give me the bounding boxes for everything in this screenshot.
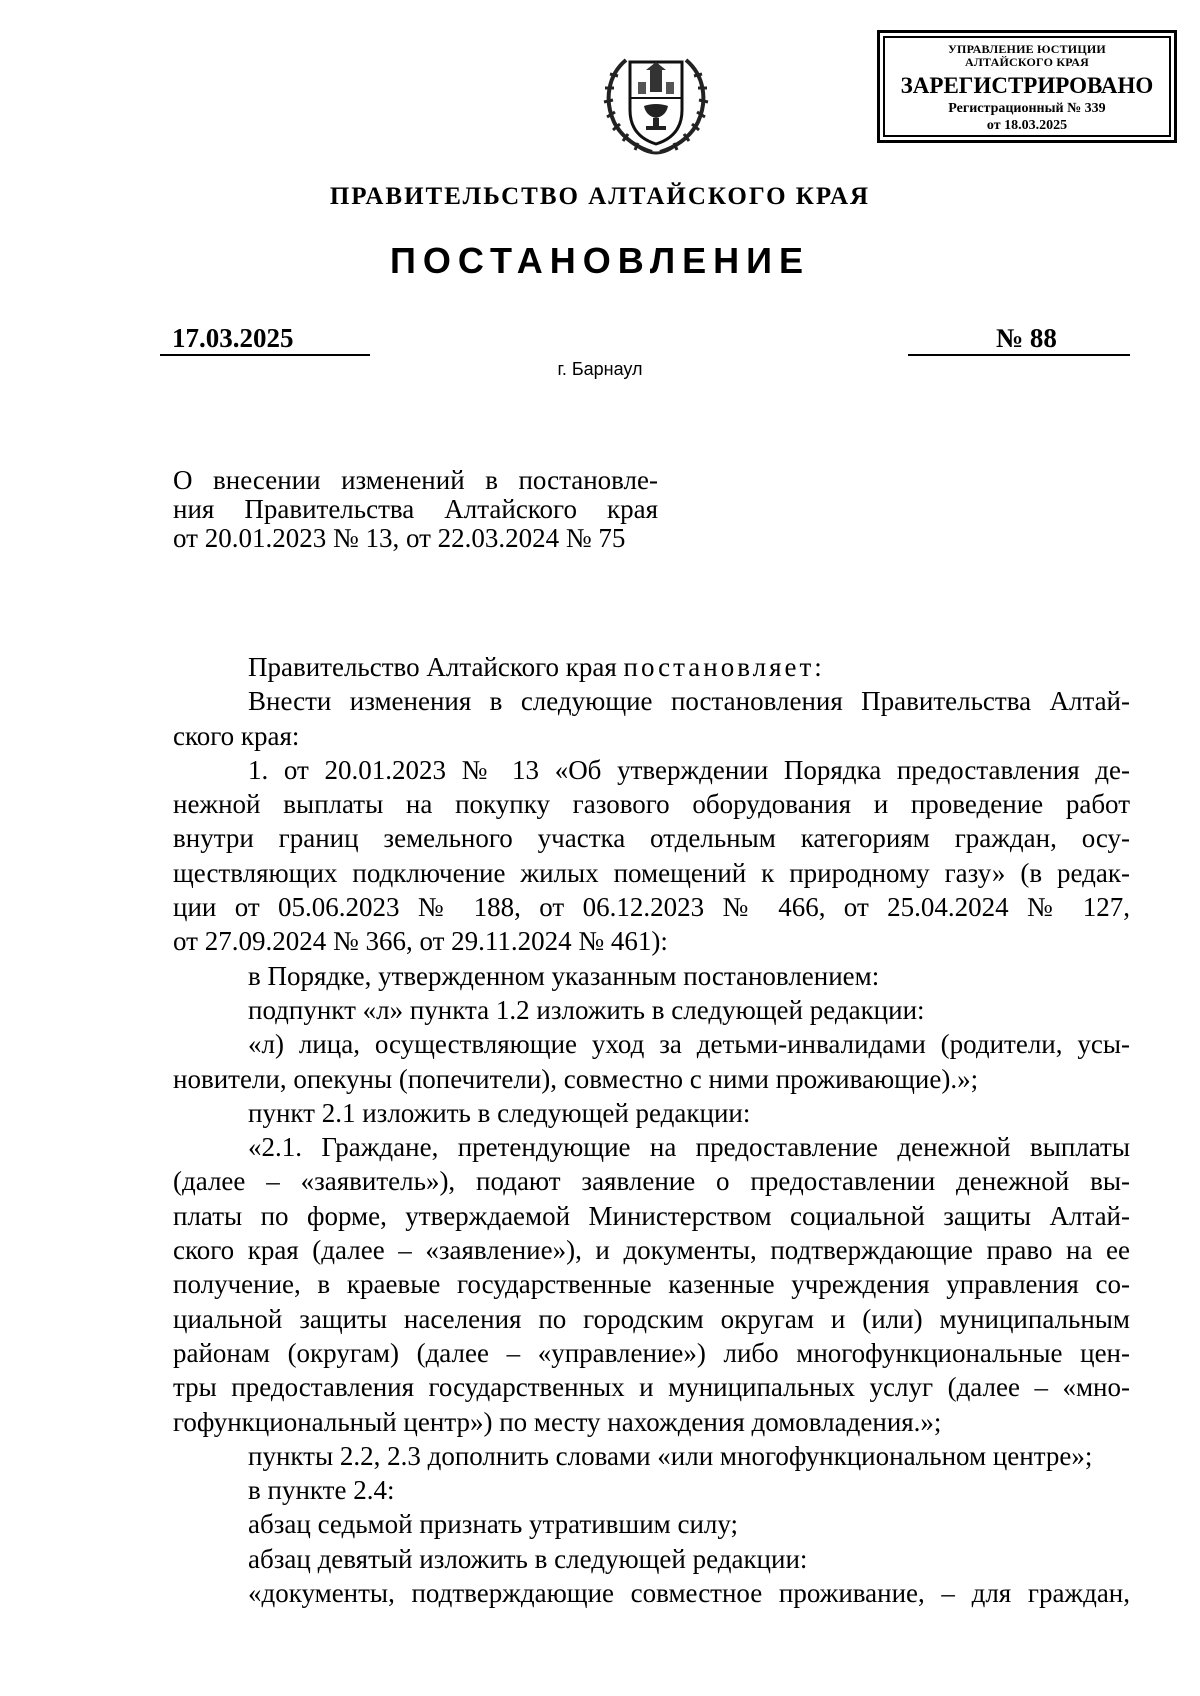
registration-stamp (877, 30, 1177, 143)
body-text-emphasis: постановляет: (623, 652, 825, 682)
stamp-org-line2: АЛТАЙСКОГО КРАЯ (965, 55, 1089, 69)
body-line: платы по форме, утверждаемой Министерством социальной защиты Алтай- (173, 1200, 1130, 1231)
document-body (173, 650, 1130, 1610)
body-line: пункты 2.2, 2.3 дополнить словами «или многофункциональном центре»; (248, 1440, 1093, 1471)
government-title: ПРАВИТЕЛЬСТВО АЛТАЙСКОГО КРАЯ (329, 183, 871, 210)
document-city: г. Барнаул (557, 359, 643, 379)
coat-of-arms-icon (596, 40, 716, 160)
body-line: абзац девятый изложить в следующей редакции: (248, 1543, 808, 1574)
subject-line: от 20.01.2023 № 13, от 22.03.2024 № 75 (173, 523, 626, 553)
document-number: № 88 (908, 322, 1130, 356)
body-line: ского края (далее – «заявление»), и документы, подтверждающие право на ее (173, 1235, 1130, 1266)
body-line: ции от 05.06.2023 № 188, от 06.12.2023 № 466, от 25.04.2024 № 127, (173, 892, 1130, 923)
body-line: от 27.09.2024 № 366, от 29.11.2024 № 461): (173, 926, 668, 957)
stamp-org-line1: УПРАВЛЕНИЕ ЮСТИЦИИ (948, 42, 1106, 56)
body-line: внутри границ земельного участка отдельным категориям граждан, осу- (173, 823, 1130, 854)
body-line (173, 650, 1130, 684)
body-line: в пункте 2.4: (248, 1475, 395, 1506)
document-date: 17.03.2025 (160, 322, 370, 356)
body-line: «л) лица, осуществляющие уход за детьми-инвалидами (родители, усы- (248, 1029, 1130, 1060)
body-line: нежной выплаты на покупку газового оборудования и проведение работ (173, 789, 1130, 820)
body-line: новители, опекуны (попечители), совместно с ними проживающие).»; (173, 1063, 979, 1094)
body-line: ского края: (173, 720, 300, 751)
stamp-organization (885, 38, 1169, 69)
registration-stamp-inner (883, 36, 1171, 137)
body-line: получение, в краевые государственные казенные учреждения управления со- (173, 1269, 1130, 1300)
body-line: абзац седьмой признать утратившим силу; (248, 1509, 739, 1540)
body-line: циальной защиты населения по городским округам и (или) муниципальным (173, 1303, 1130, 1334)
document-type-title: ПОСТАНОВЛЕНИЕ (390, 240, 810, 281)
body-line: в Порядке, утвержденном указанным постановлением: (248, 960, 880, 991)
body-line: ществляющих подключение жилых помещений к природному газу» (в редак- (173, 857, 1130, 888)
body-line: Внести изменения в следующие постановления Правительства Алтай- (248, 686, 1130, 717)
body-line: подпункт «л» пункта 1.2 изложить в следующей редакции: (248, 994, 925, 1025)
body-line: (далее – «заявитель»), подают заявление о предоставлении денежной вы- (173, 1166, 1130, 1197)
stamp-status: ЗАРЕГИСТРИРОВАНО (900, 73, 1154, 98)
body-line: 1. от 20.01.2023 № 13 «Об утверждении Порядка предоставления де- (248, 754, 1130, 785)
body-text-fragment: Правительство Алтайского края (248, 652, 624, 682)
body-line: тры предоставления государственных и муниципальных услуг (далее – «мно- (173, 1372, 1130, 1403)
body-line: гофункциональный центр») по месту нахождения домовладения.»; (173, 1406, 942, 1437)
body-line: «документы, подтверждающие совместное проживание, – для граждан, (248, 1578, 1130, 1609)
stamp-reg-number: Регистрационный № 339 (948, 101, 1106, 116)
body-line: пункт 2.1 изложить в следующей редакции: (248, 1097, 751, 1128)
document-subject (173, 466, 658, 553)
body-line: районам (округам) (далее – «управление») либо многофункциональные цен- (173, 1337, 1130, 1368)
subject-line: ния Правительства Алтайского края (173, 494, 658, 524)
stamp-reg-date: от 18.03.2025 (986, 118, 1068, 133)
subject-line: О внесении изменений в постановле- (173, 465, 658, 495)
body-line: «2.1. Граждане, претендующие на предоставление денежной выплаты (248, 1132, 1130, 1163)
